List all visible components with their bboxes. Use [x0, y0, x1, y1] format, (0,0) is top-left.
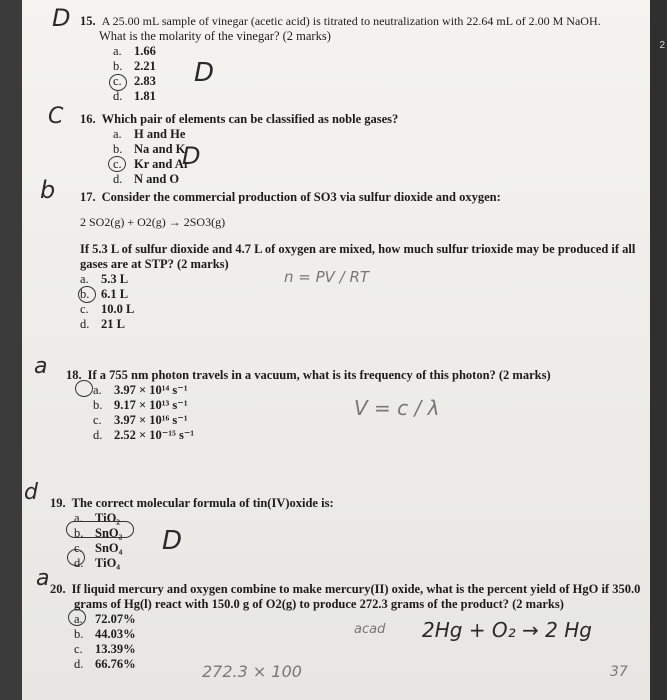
question-15-stem: 15. A 25.00 mL sample of vinegar (acetic acid) is titrated to neutralization with 22.64 mL of 2.00 M NaOH.: [80, 14, 601, 28]
circled-answer-18a: [75, 380, 93, 397]
option-20a: a. 72.07%: [74, 612, 136, 626]
handwritten-answer-15: D: [52, 4, 71, 32]
option-17a: a. 5.3 L: [80, 272, 129, 286]
option-19c: c. SnO₄: [74, 541, 123, 555]
question-15-stem-cont: What is the molarity of the vinegar? (2 marks): [99, 29, 331, 43]
option-19b: b. SnO₂: [74, 526, 123, 540]
left-background-strip: [0, 0, 22, 700]
option-20d: d. 66.76%: [74, 657, 136, 671]
handwritten-answer-16: C: [48, 104, 64, 129]
handwritten-answer-19: d: [24, 480, 38, 505]
option-20c: c. 13.39%: [74, 642, 136, 656]
option-17b: b. 6.1 L: [80, 287, 129, 301]
circled-answer-20a: [68, 609, 86, 626]
handwritten-answer-20: a: [36, 566, 50, 591]
option-16b: b. Na and K: [113, 142, 186, 156]
question-16: [80, 112, 640, 187]
circled-answer-19d: [67, 549, 85, 566]
handwritten-mark-19: D: [162, 526, 183, 556]
question-17-stem: 17. Consider the commercial production of SO3 via sulfur dioxide and oxygen:: [80, 190, 501, 204]
handwritten-answer-18: a: [34, 354, 48, 379]
handwritten-work-20-equation: 2Hg + O₂ → 2 Hg: [422, 618, 592, 642]
option-19a: a. TiO₂: [74, 511, 121, 525]
right-background-strip: [650, 0, 667, 700]
question-17-stem-cont2: gases are at STP? (2 marks): [80, 257, 229, 271]
question-20-stem-cont: grams of Hg(l) react with 150.0 g of O2(g) to produce 272.3 grams of the product? (2 marks): [74, 597, 564, 611]
option-17d: d. 21 L: [80, 317, 125, 331]
circled-answer-15d: [109, 74, 127, 91]
handwritten-work-20-fraction: 272.3 × 100: [202, 662, 302, 681]
circled-answer-16c: [108, 156, 126, 172]
option-16c: c. Kr and Ar: [113, 157, 190, 171]
option-19d: d. TiO₄: [74, 556, 121, 570]
question-16-stem: 16. Which pair of elements can be classified as noble gases?: [80, 112, 399, 126]
option-18d: d. 2.52 × 10⁻¹⁵ s⁻¹: [93, 428, 195, 442]
question-20-stem: 20. If liquid mercury and oxygen combine to make mercury(II) oxide, what is the percent yield of HgO if 350.0: [50, 582, 641, 596]
side-number: 2: [659, 40, 665, 51]
option-16d: d. N and O: [113, 172, 180, 186]
question-19-stem: 19. The correct molecular formula of tin(IV)oxide is:: [50, 496, 334, 510]
option-17c: c. 10.0 L: [80, 302, 135, 316]
handwritten-work-20-number: 37: [610, 664, 628, 680]
option-15b: b. 2.21: [113, 59, 156, 73]
handwritten-answer-17: b: [40, 176, 56, 204]
exam-paper: [22, 0, 650, 700]
option-18c: c. 3.97 × 10¹⁶ s⁻¹: [93, 413, 188, 427]
option-15c: c. 2.83: [113, 74, 156, 88]
circled-answer-17b: [78, 286, 96, 303]
handwritten-work-20-note: acad: [354, 622, 386, 637]
handwritten-mark-15: D: [194, 58, 215, 88]
handwritten-mark-16: D: [182, 142, 201, 170]
question-17-stem-cont: If 5.3 L of sulfur dioxide and 4.7 L of oxygen are mixed, how much sulfur trioxide may be produced if all: [80, 242, 636, 256]
option-18b: b. 9.17 × 10¹³ s⁻¹: [93, 398, 188, 412]
option-18a: a. 3.97 × 10¹⁴ s⁻¹: [93, 383, 188, 397]
question-17: [80, 190, 650, 332]
option-15d: d. 1.81: [113, 89, 156, 103]
question-19: [50, 496, 630, 571]
question-18-stem: 18. If a 755 nm photon travels in a vacuum, what is its frequency of this photon? (2 marks): [66, 368, 551, 382]
question-15: [80, 14, 640, 104]
option-16a: a. H and He: [113, 127, 186, 141]
question-17-equation: 2 SO2(g) + O2(g) → 2SO3(g): [80, 215, 226, 229]
option-20b: b. 44.03%: [74, 627, 136, 641]
circled-answer-19b: [66, 521, 134, 538]
option-15a: a. 1.66: [113, 44, 156, 58]
handwritten-work-17: n = PV / RT: [284, 268, 370, 286]
handwritten-work-18: V = c / λ: [354, 396, 440, 420]
